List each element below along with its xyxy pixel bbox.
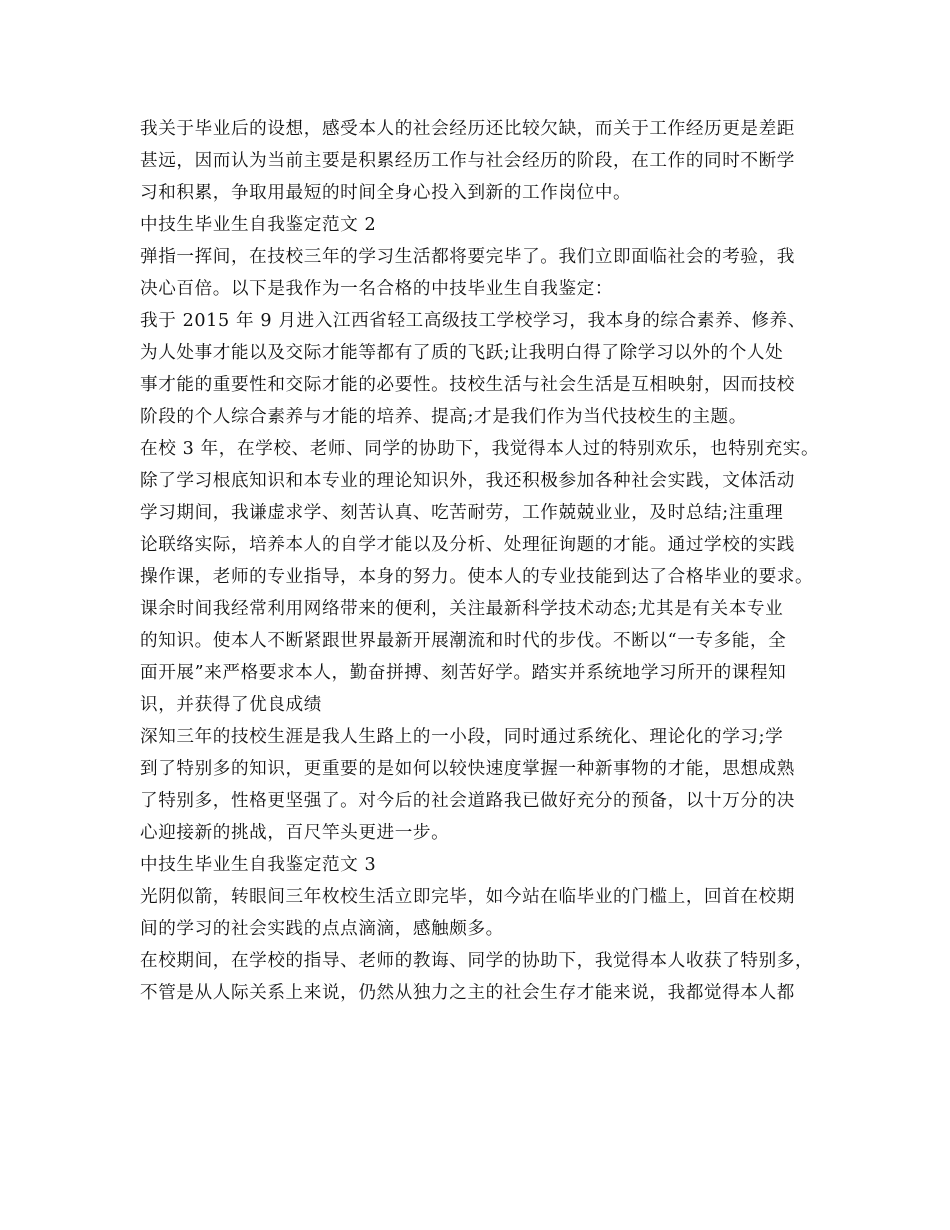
paragraph-line: 面开展”来严格要求本人，勤奋拼搏、刻苦好学。踏实并系统地学习所开的课程知	[140, 663, 787, 683]
paragraph-line: 课余时间我经常利用网络带来的便利，关注最新科学技术动态;尤其是有关本专业	[140, 599, 784, 619]
paragraph-line: 识，并获得了优良成绩	[140, 695, 322, 715]
paragraph-line: 在校期间，在学校的指导、老师的教诲、同学的协助下，我觉得本人收获了特别多，	[140, 951, 814, 971]
paragraph-line: 的知识。使本人不断紧跟世界最新开展潮流和时代的步伐。不断以“一专多能，全	[140, 631, 787, 651]
section-heading: 中技生毕业生自我鉴定范文 2	[140, 215, 377, 235]
paragraph-line: 阶段的个人综合素养与才能的培养、提高;才是我们作为当代技校生的主题。	[140, 407, 747, 427]
paragraph-line: 事才能的重要性和交际才能的必要性。技校生活与社会生活是互相映射，因而技校	[140, 375, 795, 395]
paragraph-line: 我于 2015 年 9 月进入江西省轻工高级技工学校学习，我本身的综合素养、修养、	[140, 311, 806, 331]
paragraph-line: 不管是从人际关系上来说，仍然从独力之主的社会生存才能来说，我都觉得本人都	[140, 983, 795, 1003]
section-heading: 中技生毕业生自我鉴定范文 3	[140, 855, 377, 875]
paragraph-line: 除了学习根底知识和本专业的理论知识外，我还积极参加各种社会实践，文体活动	[140, 471, 795, 491]
paragraph-line: 到了特别多的知识，更重要的是如何以较快速度掌握一种新事物的才能，思想成熟	[140, 759, 795, 779]
paragraph-line: 习和积累，争取用最短的时间全身心投入到新的工作岗位中。	[140, 183, 632, 203]
paragraph-line: 甚远，因而认为当前主要是积累经历工作与社会经历的阶段，在工作的同时不断学	[140, 151, 795, 171]
paragraph-line: 论联络实际，培养本人的自学才能以及分析、处理征询题的才能。通过学校的实践	[140, 535, 795, 555]
paragraph-line: 为人处事才能以及交际才能等都有了质的飞跃;让我明白得了除学习以外的个人处	[140, 343, 784, 363]
paragraph-line: 深知三年的技校生涯是我人生路上的一小段，同时通过系统化、理论化的学习;学	[140, 727, 784, 747]
document-body	[140, 113, 830, 1009]
paragraph-line: 了特别多，性格更坚强了。对今后的社会道路我已做好充分的预备，以十万分的决	[140, 791, 795, 811]
paragraph-line: 决心百倍。以下是我作为一名合格的中技毕业生自我鉴定：	[140, 279, 614, 299]
paragraph-line: 在校 3 年，在学校、老师、同学的协助下，我觉得本人过的特别欢乐，也特别充实。	[140, 439, 820, 459]
paragraph-line: 弹指一挥间，在技校三年的学习生活都将要完毕了。我们立即面临社会的考验，我	[140, 247, 795, 267]
paragraph-line: 间的学习的社会实践的点点滴滴，感触颇多。	[140, 919, 504, 939]
paragraph-line: 学习期间，我谦虚求学、刻苦认真、吃苦耐劳，工作兢兢业业，及时总结;注重理	[140, 503, 784, 523]
paragraph-line: 我关于毕业后的设想，感受本人的社会经历还比较欠缺，而关于工作经历更是差距	[140, 119, 795, 139]
paragraph-line: 心迎接新的挑战，百尺竿头更进一步。	[140, 823, 450, 843]
paragraph-line: 操作课，老师的专业指导，本身的努力。使本人的专业技能到达了合格毕业的要求。	[140, 567, 814, 587]
paragraph-line: 光阴似箭，转眼间三年枚校生活立即完毕，如今站在临毕业的门槛上，回首在校期	[140, 887, 795, 907]
